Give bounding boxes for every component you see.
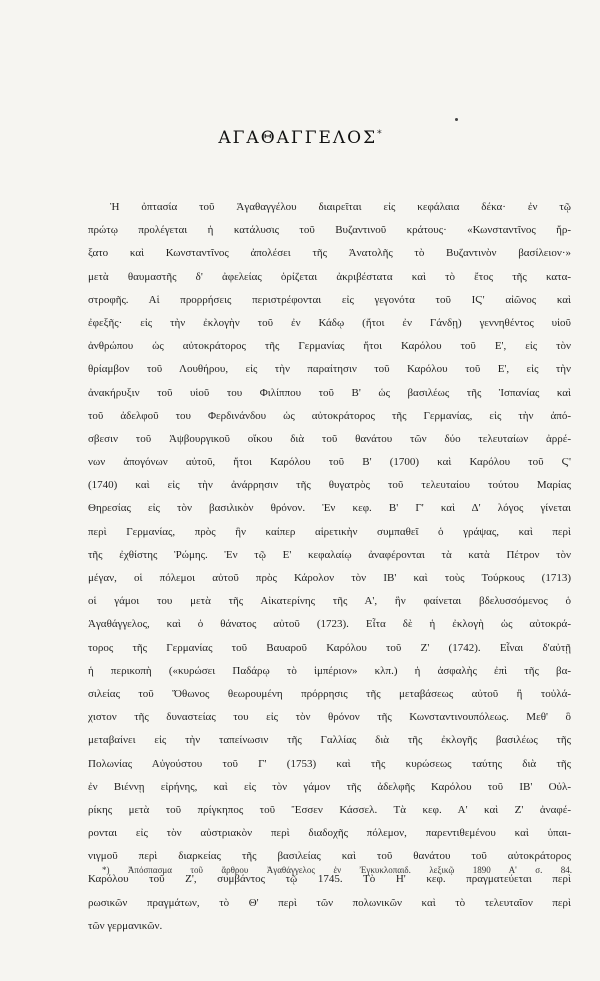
body-line: Πολωνίας Αὐγούστου τοῦ Γ' (1753) καὶ τῆς κυρώσεως ταύτης διὰ τῆς bbox=[88, 757, 571, 770]
body-line: οἱ γάμοι του μετὰ τῆς Αἰκατερίνης τῆς Α', ἣν φαίνεται βδελυσσόμενος ὁ bbox=[88, 595, 571, 608]
body-line: ἡ περικοπὴ («κυρώσει Παδάρῳ τὸ ἱμπέριον» κλπ.) ἡ ἀσφαλὴς ἐπὶ τῆς βα- bbox=[88, 664, 571, 677]
body-line: ἐφεξῆς· εἰς τὴν ἐκλογὴν τοῦ ἐν Κάδῳ (ἤτοι ἐν Γάνδῃ) γεννηθέντος υἱοῦ bbox=[88, 316, 571, 329]
body-line: Καρόλου τοῦ Ζ', συμβάντος τῷ 1745. Τὸ Η' κεφ. πραγματεύεται περὶ bbox=[88, 873, 571, 886]
body-line: νιγμοῦ περὶ διαρκείας τῆς βασιλείας καὶ τοῦ θανάτου τοῦ αὐτοκράτορος bbox=[88, 850, 571, 863]
page-speck bbox=[455, 118, 458, 121]
body-line: πρώτῳ προλέγεται ἡ κατάλυσις τοῦ Βυζαντινοῦ κράτους· «Κωνσταντῖνος ἤρ- bbox=[88, 224, 571, 237]
body-line: χιστον τῆς δυναστείας του εἰς τὸν θρόνον τῆς Κωνσταντινουπόλεως. Μεθ' ὃ bbox=[88, 711, 571, 724]
body-line: μετὰ θαυμαστῆς δ' ἀφελείας ὁρίζεται ἀκριβέστατα καὶ τὸ ἔτος τῆς κατα- bbox=[88, 270, 571, 283]
body-line: ἀνθρώπου ὡς αὐτοκράτορος τῆς Γερμανίας ἤτοι Καρόλου τοῦ Ε', εἰς τὸν bbox=[88, 340, 571, 353]
body-line: ρίκης μετὰ τοῦ πρίγκηπος τοῦ Ἔσσεν Κάσσελ. Τὰ κεφ. Α' καὶ Ζ' ἀναφέ- bbox=[88, 803, 571, 816]
body-line: τῆς ἐχθίστης Ῥώμης. Ἐν τῷ Ε' κεφαλαίῳ ἀναφέρονται τὰ κατὰ Πέτρον τὸν bbox=[88, 548, 571, 561]
body-line: σιλείας τοῦ Ὄθωνος θεωρουμένη πρόρρησις τῆς μεταβάσεως αὐτοῦ ἢ τοὐλά- bbox=[88, 687, 571, 700]
body-line: στροφῆς. Αἱ προρρήσεις περιστρέφονται εἰς γεγονότα τοῦ ΙϚ' αἰῶνος καὶ bbox=[88, 293, 571, 306]
body-line: περὶ Γερμανίας, πρὸς ἣν καίπερ αἱρετικὴν συμπαθεῖ ὁ γράψας, καὶ περὶ bbox=[88, 525, 571, 538]
body-line: σβεσιν τοῦ Ἀψβουργικοῦ οἴκου διὰ τοῦ θανάτου τῶν δύο τελευταίων ἀρρέ- bbox=[88, 432, 571, 445]
body-line: τῶν γερμανικῶν. bbox=[88, 919, 163, 932]
body-line: ξατο καὶ Κωνσταντῖνος ἀπολέσει τῆς Ἀνατολῆς τὸ Βυζαντινὸν βασίλειον·» bbox=[88, 247, 571, 260]
article-body bbox=[88, 196, 571, 938]
body-line: μεταβαίνει εἰς τὴν ταπείνωσιν τῆς Γαλλίας διὰ τῆς ἐκλογῆς βασιλέως τῆς bbox=[88, 734, 571, 747]
body-line: ρωσικῶν πραγμάτων, τὸ Θ' περὶ τῶν πολωνικῶν καὶ τὸ τελευταῖον περὶ bbox=[88, 896, 571, 909]
body-line: (1740) καὶ εἰς τὴν ἀνάρρησιν τῆς θυγατρὸς τοῦ τελευταίου τούτου Μαρίας bbox=[88, 479, 571, 492]
title-block bbox=[0, 128, 600, 148]
article-title: ΑΓΑΘΑΓΓΕΛΟΣ bbox=[218, 128, 378, 148]
body-line: θρίαμβον τοῦ Λουθήρου, εἰς τὴν παραίτησιν τοῦ Καρόλου τοῦ Ε', εἰς τὴν bbox=[88, 363, 571, 376]
body-line: τοῦ ἀδελφοῦ του Φερδινάνδου ὡς αὐτοκράτορος τῆς Γερμανίας, εἰς τὴν ἀπό- bbox=[88, 409, 571, 422]
body-line: Ἡ ὀπτασία τοῦ Ἀγαθαγγέλου διαιρεῖται εἰς κεφάλαια δέκα· ἐν τῷ bbox=[110, 201, 571, 213]
body-line: ρονται εἰς τὸν αὐστριακὸν περὶ διαδοχῆς πόλεμον, παρεντιθεμένου καὶ ὑπαι- bbox=[88, 827, 571, 840]
body-line: ἀνακήρυξιν τοῦ υἱοῦ του Φιλίππου τοῦ Β' ὡς βασιλέως τῆς Ἱσπανίας καὶ bbox=[88, 386, 571, 399]
body-line: νων ἀπογόνων αὐτοῦ, ἤτοι Καρόλου τοῦ Β' (1700) καὶ Καρόλου τοῦ Ϛ' bbox=[88, 456, 571, 469]
body-line: τορος τῆς Γερμανίας τοῦ Βαυαροῦ Καρόλου τοῦ Ζ' (1742). Εἶναι δ'αὐτῇ bbox=[88, 641, 571, 654]
body-line: μέγαν, οἱ πόλεμοι αὐτοῦ πρὸς Κάρολον τὸν ΙΒ' καὶ τοὺς Τούρκους (1713) bbox=[88, 572, 571, 584]
footnote: *) Ἀπόσπασμα τοῦ ἄρθρου Ἀγαθάγγελος ἐν Ἐγκυκλοπαιδ. λεξικῷ 1890 Α' σ. 84. bbox=[102, 865, 572, 875]
title-footnote-mark: * bbox=[377, 129, 382, 140]
body-line: Ἀγαθάγγελος, καὶ ὁ θάνατος αὐτοῦ (1723). Εἶτα δὲ ἡ ἐκλογὴ ὡς αὐτοκρά- bbox=[88, 618, 571, 631]
body-line: Θηρεσίας εἰς τὸν βασιλικὸν θρόνον. Ἐν κεφ. Β' Γ' καὶ Δ' λόγος γίνεται bbox=[88, 502, 571, 515]
body-line: ἐν Βιέννῃ εἰρήνης, καὶ εἰς τὸν γάμον τῆς ἀδελφῆς Καρόλου τοῦ ΙΒ' Οὐλ- bbox=[88, 780, 571, 793]
